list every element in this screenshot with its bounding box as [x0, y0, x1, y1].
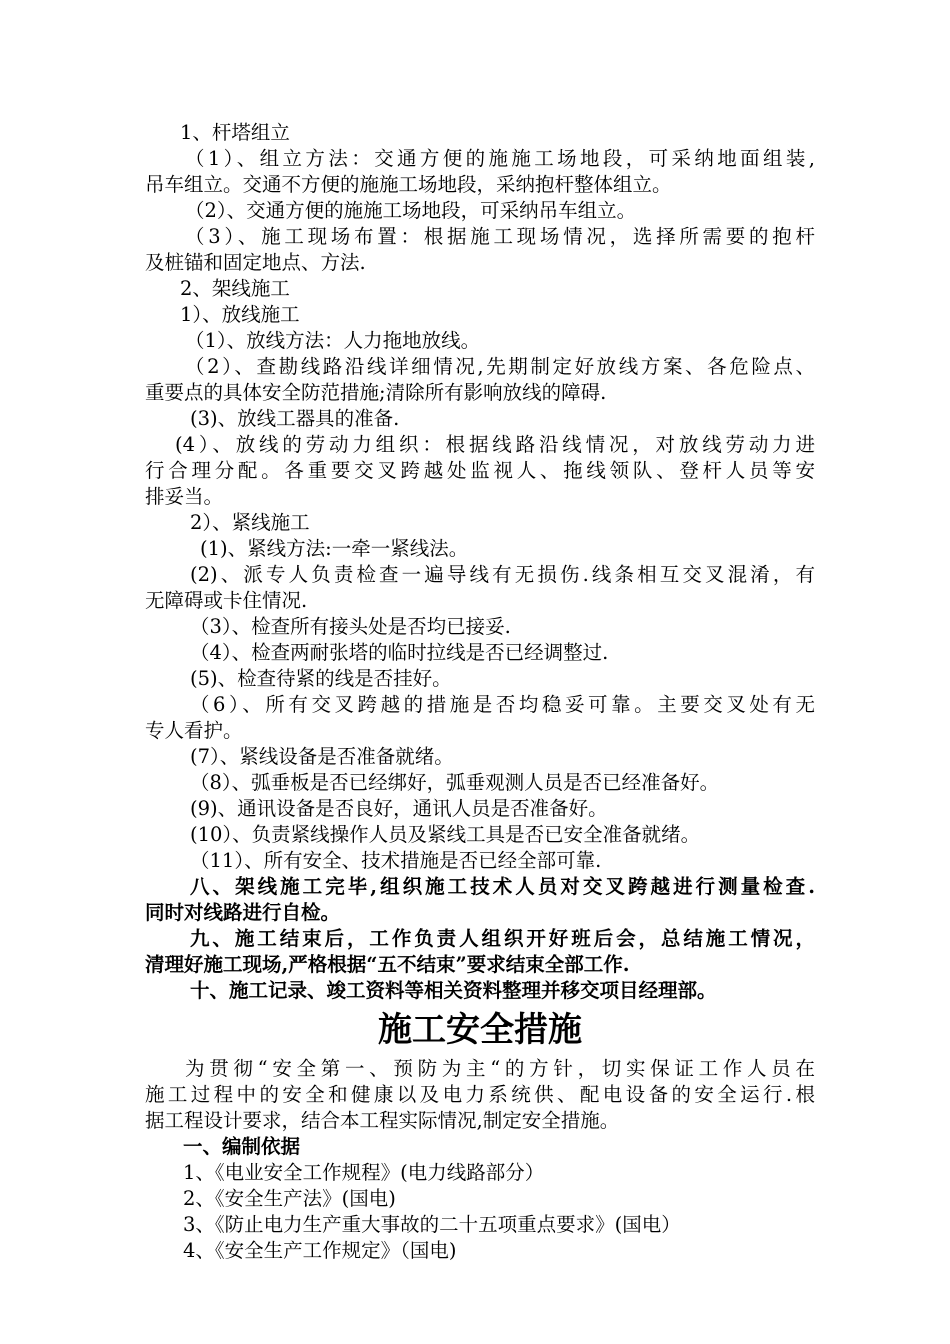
paragraph-line: 为贯彻“安全第一、预防为主“的方针，切实保证工作人员在: [185, 1057, 815, 1080]
paragraph-line: 专人看护。: [145, 719, 243, 742]
paragraph-line: (1)、紧线方法:一牵一紧线法。: [200, 537, 469, 560]
paragraph-line: （1）、放线方法：人力拖地放线。: [185, 329, 481, 352]
paragraph-line: （1）、组立方法：交通方便的施施工场地段，可采纳地面组装,: [185, 147, 815, 170]
bold-paragraph-line: 十、施工记录、竣工资料等相关资料整理并移交项目经理部。: [190, 979, 717, 1002]
paragraph-line: （2）、交通方便的施施工场地段，可采纳吊车组立。: [185, 199, 637, 222]
paragraph-line: （4）、检查两耐张塔的临时拉线是否已经调整过.: [190, 641, 609, 664]
subheading-basis: 一、编制依据: [183, 1135, 301, 1158]
paragraph-line: (3)、放线工器具的准备.: [190, 407, 400, 430]
section-title: 施工安全措施: [378, 1010, 582, 1050]
section-title-row: [145, 1004, 815, 1056]
paragraph-line: （3）、施工现场布置：根据施工现场情况，选择所需要的抱杆: [185, 225, 815, 248]
bold-paragraph-line: 清理好施工现场,严格根据“五不结束”要求结束全部工作.: [145, 953, 630, 976]
paragraph-line: （11）、所有安全、技术措施是否已经全部可靠.: [190, 849, 602, 872]
reference-item: 4、《安全生产工作规定》（国电): [183, 1239, 457, 1262]
paragraph-line: (9)、通讯设备是否良好，通讯人员是否准备好。: [190, 797, 608, 820]
reference-item: 3、《防止电力生产重大事故的二十五项重点要求》(国电）: [183, 1213, 681, 1236]
paragraph-line: (5)、检查待紧的线是否挂好。: [190, 667, 452, 690]
reference-item: 2、《安全生产法》(国电): [183, 1187, 396, 1210]
paragraph-line: 及桩锚和固定地点、方法.: [145, 251, 366, 274]
bold-paragraph-line: 同时对线路进行自检。: [145, 901, 341, 924]
paragraph-line: 行合理分配。各重要交叉跨越处监视人、拖线领队、登杆人员等安: [145, 459, 815, 482]
reference-item: 1、《电业安全工作规程》(电力线路部分）: [183, 1161, 545, 1184]
paragraph-line: （8）、弧垂板是否已经绑好，弧垂观测人员是否已经准备好。: [190, 771, 720, 794]
paragraph-line: 无障碍或卡住情况.: [145, 589, 308, 612]
heading-tower-erection: 1、杆塔组立: [180, 121, 290, 144]
bold-paragraph-line: 九、施工结束后，工作负责人组织开好班后会，总结施工情况，: [190, 927, 815, 950]
paragraph-line: (10）、负责紧线操作人员及紧线工具是否已安全准备就绪。: [190, 823, 701, 846]
document-page: [145, 120, 815, 1264]
heading-stringing: 2、架线施工: [180, 277, 290, 300]
paragraph-line: （3）、检查所有接头处是否均已接妥.: [190, 615, 511, 638]
paragraph-line: 排妥当。: [145, 485, 224, 508]
paragraph-line: （2）、查勘线路沿线详细情况,先期制定好放线方案、各危险点、: [185, 355, 815, 378]
bold-paragraph-line: 八、架线施工完毕,组织施工技术人员对交叉跨越进行测量检查.: [190, 875, 815, 898]
paragraph-line: (7）、紧线设备是否准备就绪。: [190, 745, 454, 768]
subheading-paying-out: 1）、放线施工: [180, 303, 300, 326]
subheading-tensioning: 2）、紧线施工: [190, 511, 310, 534]
paragraph-line: (4）、放线的劳动力组织：根据线路沿线情况，对放线劳动力进: [175, 433, 815, 456]
paragraph-line: 重要点的具体安全防范措施;清除所有影响放线的障碍.: [145, 381, 607, 404]
paragraph-line: (2)、派专人负责检查一遍导线有无损伤.线条相互交叉混淆，有: [190, 563, 815, 586]
paragraph-line: 施工过程中的安全和健康以及电力系统供、配电设备的安全运行.根: [145, 1083, 815, 1106]
paragraph-line: 据工程设计要求，结合本工程实际情况,制定安全措施。: [145, 1109, 620, 1132]
paragraph-line: （6）、所有交叉跨越的措施是否均稳妥可靠。主要交叉处有无: [190, 693, 815, 716]
paragraph-line: 吊车组立。交通不方便的施施工场地段，采纳抱杆整体组立。: [145, 173, 672, 196]
